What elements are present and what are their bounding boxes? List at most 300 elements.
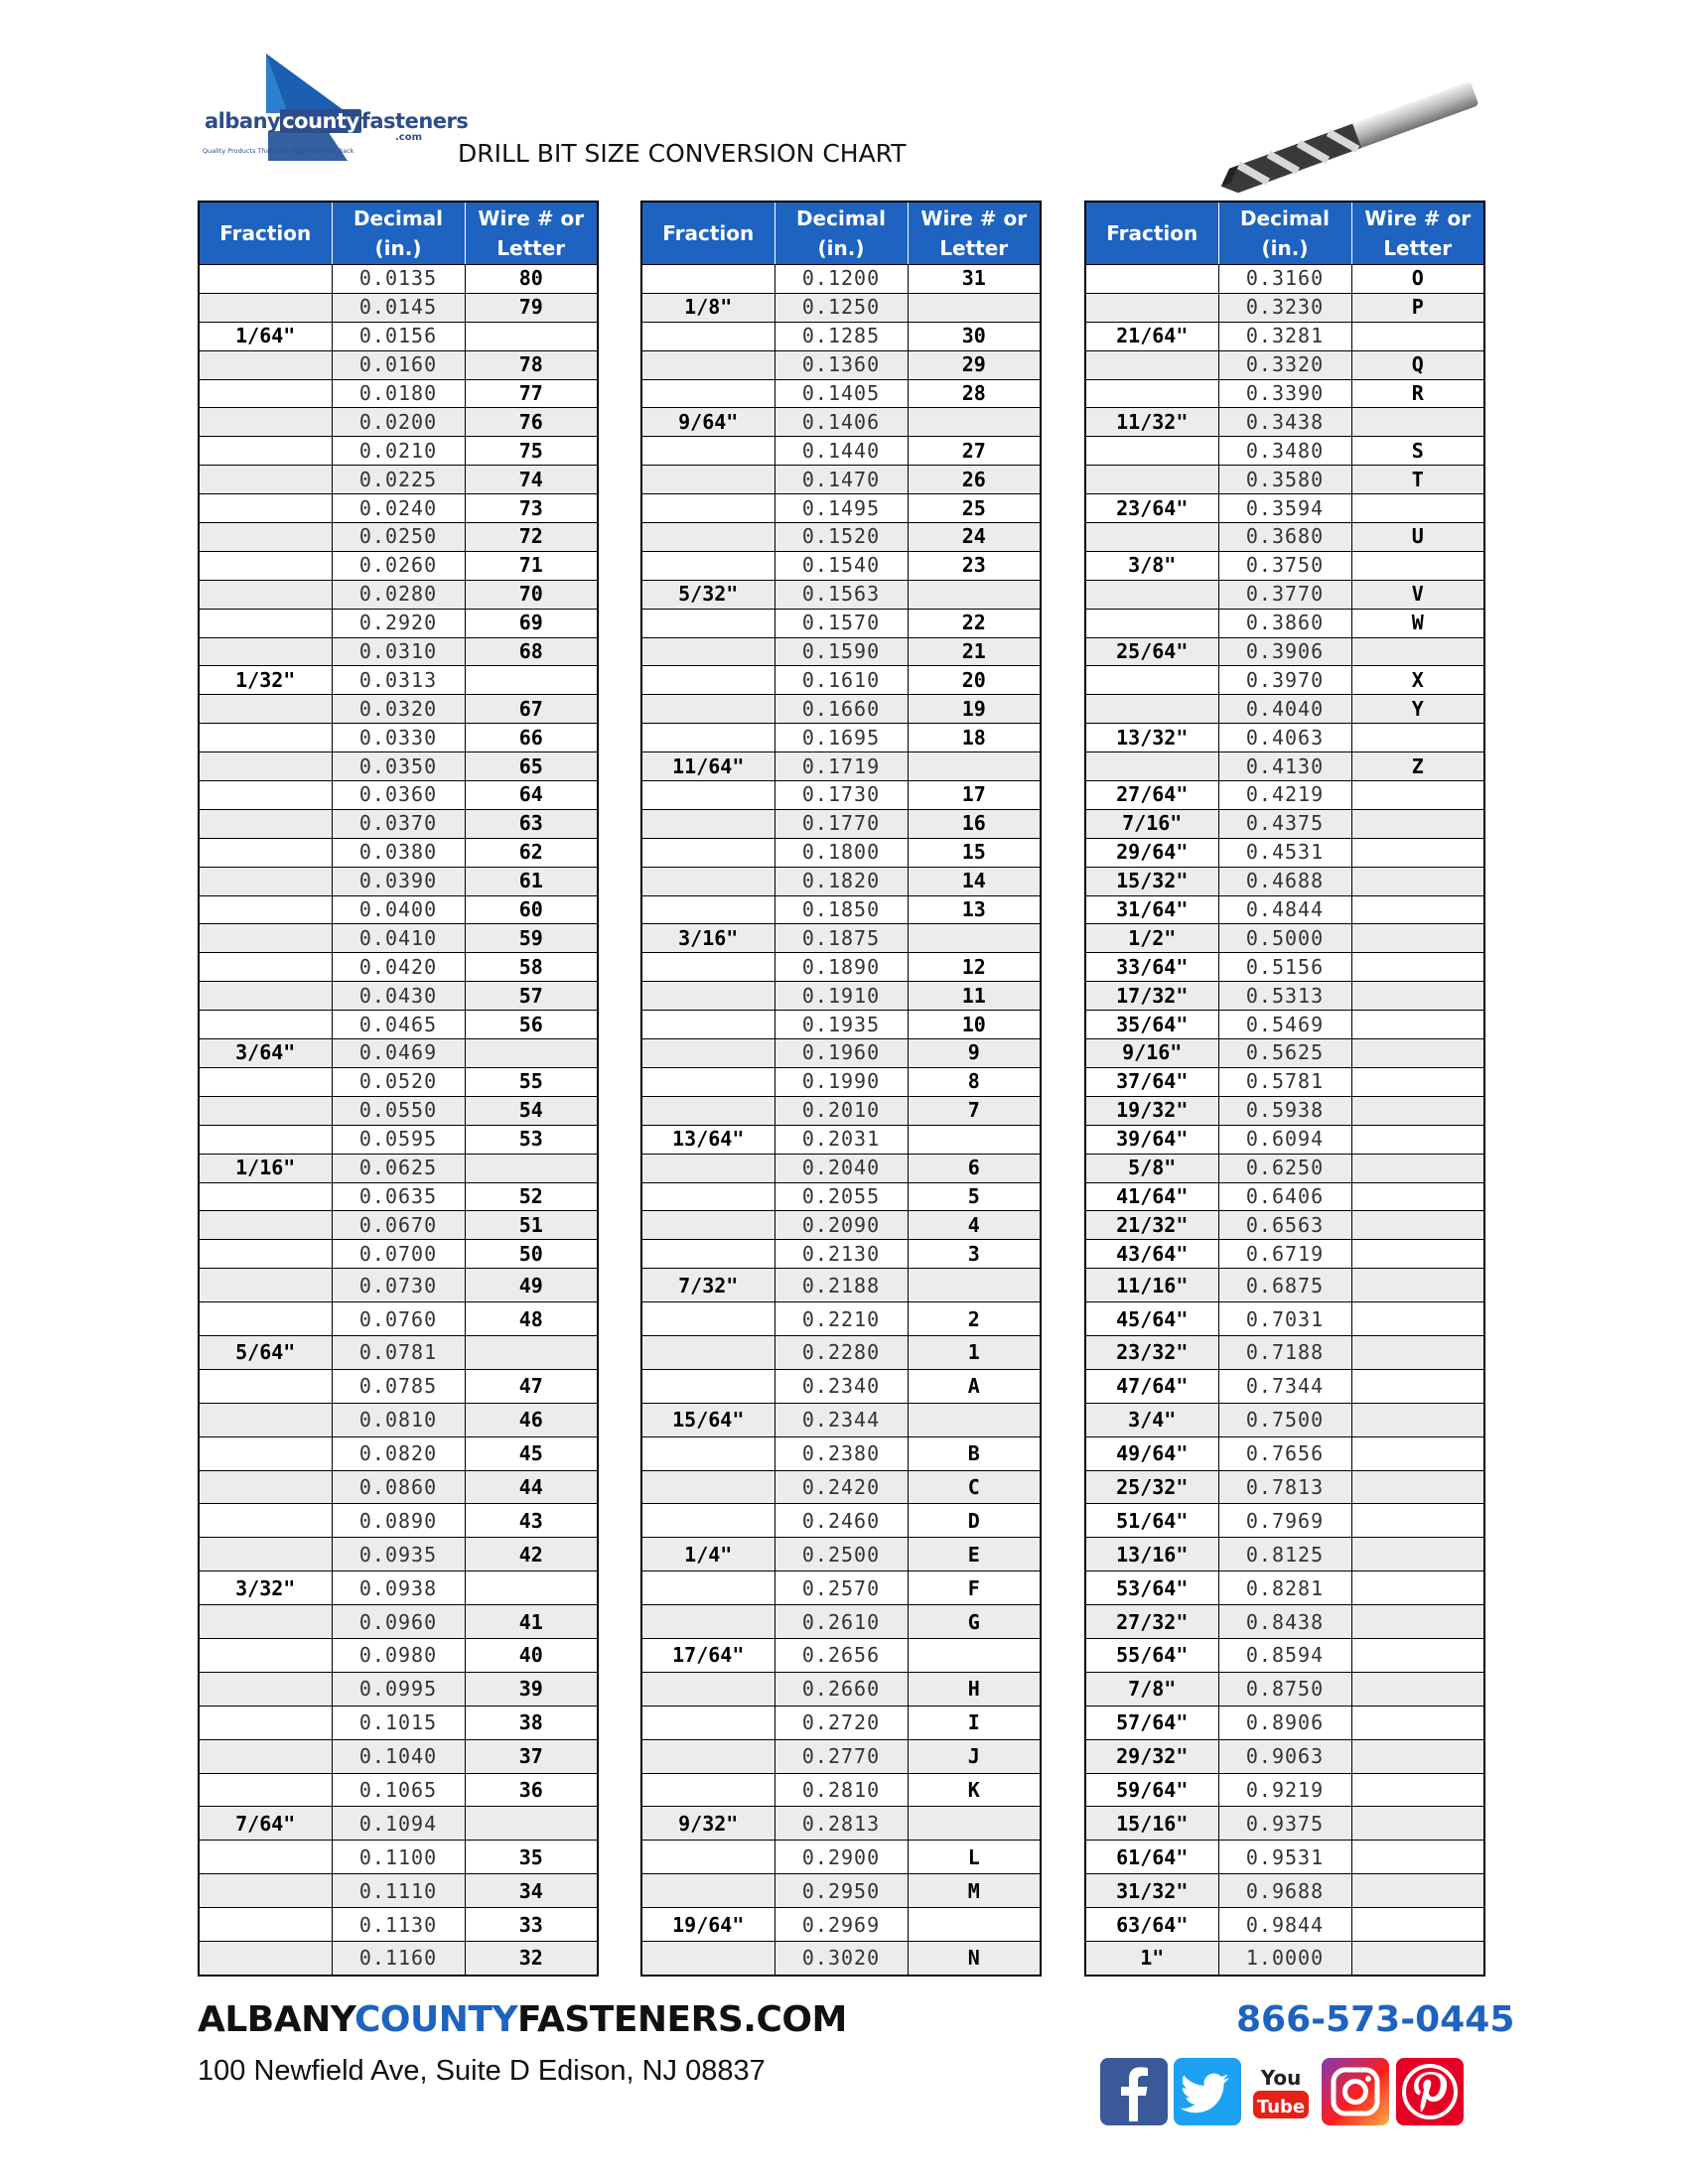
decimal-cell: 0.4531 [1218, 838, 1351, 867]
fraction-cell [199, 1605, 332, 1639]
table-row [641, 1538, 1041, 1571]
wire-cell: 37 [465, 1739, 598, 1773]
wire-cell: 76 [465, 408, 598, 437]
wire-cell [1351, 1605, 1484, 1639]
wire-cell [1351, 1302, 1484, 1336]
fraction-cell: 7/8" [1085, 1672, 1218, 1706]
wire-cell: 11 [908, 982, 1041, 1011]
header-wire: Wire # or Letter [908, 202, 1041, 265]
wire-cell: 40 [465, 1638, 598, 1672]
table-row [641, 1638, 1041, 1672]
table-row [1085, 1240, 1484, 1269]
fraction-cell: 23/64" [1085, 494, 1218, 523]
table-row [199, 1096, 598, 1125]
decimal-cell: 0.0420 [332, 953, 465, 982]
decimal-cell: 0.1250 [774, 293, 908, 322]
wire-cell: J [908, 1739, 1041, 1773]
decimal-cell: 0.9531 [1218, 1841, 1351, 1874]
wire-cell: 63 [465, 809, 598, 838]
fraction-cell [641, 1739, 774, 1773]
decimal-cell: 0.1405 [774, 379, 908, 408]
table-row [1085, 494, 1484, 523]
fraction-cell: 45/64" [1085, 1302, 1218, 1336]
table-row [199, 265, 598, 294]
table-row [641, 1125, 1041, 1154]
table-row [199, 1908, 598, 1942]
decimal-cell: 0.2610 [774, 1605, 908, 1639]
wire-cell [908, 1908, 1041, 1942]
table-row [1085, 1941, 1484, 1975]
wire-cell: 54 [465, 1096, 598, 1125]
decimal-cell: 0.0210 [332, 437, 465, 466]
wire-cell [1351, 924, 1484, 953]
table-row [641, 551, 1041, 580]
pinterest-icon[interactable] [1396, 2058, 1464, 2125]
decimal-cell: 0.7031 [1218, 1302, 1351, 1336]
wire-cell: 75 [465, 437, 598, 466]
table-row [641, 1154, 1041, 1182]
decimal-cell: 0.1770 [774, 809, 908, 838]
wire-cell [1351, 1125, 1484, 1154]
fraction-cell: 47/64" [1085, 1369, 1218, 1403]
wire-cell [1351, 1403, 1484, 1436]
decimal-cell: 0.9688 [1218, 1874, 1351, 1908]
fraction-cell: 17/32" [1085, 982, 1218, 1011]
wire-cell: 50 [465, 1240, 598, 1269]
table-row [199, 551, 598, 580]
decimal-cell: 0.1820 [774, 867, 908, 895]
decimal-cell: 0.7656 [1218, 1436, 1351, 1470]
table-row [1085, 1605, 1484, 1639]
fraction-cell: 11/32" [1085, 408, 1218, 437]
decimal-cell: 0.4130 [1218, 752, 1351, 781]
fraction-cell [199, 551, 332, 580]
wire-cell: 62 [465, 838, 598, 867]
decimal-cell: 0.1563 [774, 580, 908, 609]
decimal-cell: 0.3320 [1218, 350, 1351, 379]
table-row [1085, 1211, 1484, 1240]
footer-address: 100 Newfield Ave, Suite D Edison, NJ 08837 [198, 2055, 766, 2087]
table-row [641, 1182, 1041, 1211]
table-row [1085, 1369, 1484, 1403]
wire-cell [1351, 1706, 1484, 1739]
fraction-cell [641, 1240, 774, 1269]
decimal-cell: 0.9375 [1218, 1807, 1351, 1841]
wire-cell: U [1351, 523, 1484, 552]
fraction-cell: 3/16" [641, 924, 774, 953]
decimal-cell: 0.1875 [774, 924, 908, 953]
table-row [1085, 523, 1484, 552]
header-wire: Wire # or Letter [465, 202, 598, 265]
fraction-cell: 5/8" [1085, 1154, 1218, 1182]
decimal-cell: 0.0240 [332, 494, 465, 523]
header-row [1085, 202, 1484, 265]
wire-cell [1351, 637, 1484, 666]
decimal-cell: 0.5938 [1218, 1096, 1351, 1125]
decimal-cell: 0.3860 [1218, 609, 1351, 637]
fraction-cell [1085, 523, 1218, 552]
decimal-cell: 0.3281 [1218, 322, 1351, 350]
decimal-cell: 0.3480 [1218, 437, 1351, 466]
decimal-cell: 0.1590 [774, 637, 908, 666]
table-row [641, 1067, 1041, 1096]
table-row [199, 1067, 598, 1096]
fraction-cell [641, 1335, 774, 1369]
fraction-cell [641, 551, 774, 580]
fraction-cell [199, 752, 332, 781]
table-row [1085, 1773, 1484, 1807]
wire-cell [1351, 1182, 1484, 1211]
wire-cell [1351, 1841, 1484, 1874]
decimal-cell: 0.8750 [1218, 1672, 1351, 1706]
decimal-cell: 0.1660 [774, 695, 908, 724]
fraction-cell [199, 1504, 332, 1538]
table-row [641, 982, 1041, 1011]
wire-cell [1351, 1504, 1484, 1538]
wire-cell: 70 [465, 580, 598, 609]
decimal-cell: 0.6719 [1218, 1240, 1351, 1269]
fraction-cell: 1" [1085, 1941, 1218, 1975]
wire-cell [1351, 895, 1484, 924]
wire-cell: 28 [908, 379, 1041, 408]
wire-cell: M [908, 1874, 1041, 1908]
decimal-cell: 0.8906 [1218, 1706, 1351, 1739]
fraction-cell: 3/4" [1085, 1403, 1218, 1436]
decimal-cell: 0.0320 [332, 695, 465, 724]
wire-cell: 58 [465, 953, 598, 982]
fraction-cell [199, 466, 332, 494]
table-row [1085, 1096, 1484, 1125]
fraction-cell: 17/64" [641, 1638, 774, 1672]
decimal-cell: 0.8438 [1218, 1605, 1351, 1639]
wire-cell: 18 [908, 724, 1041, 752]
wire-cell: K [908, 1773, 1041, 1807]
wire-cell: 12 [908, 953, 1041, 982]
fraction-cell: 11/16" [1085, 1269, 1218, 1302]
wire-cell: S [1351, 437, 1484, 466]
fraction-cell [641, 895, 774, 924]
wire-cell: Y [1351, 695, 1484, 724]
fraction-cell: 51/64" [1085, 1504, 1218, 1538]
wire-cell [1351, 1240, 1484, 1269]
table-row [641, 1739, 1041, 1773]
table-row [199, 1841, 598, 1874]
table-row [1085, 1807, 1484, 1841]
table-row [1085, 1302, 1484, 1336]
wire-cell [908, 293, 1041, 322]
fraction-cell: 31/64" [1085, 895, 1218, 924]
decimal-cell: 0.2380 [774, 1436, 908, 1470]
decimal-cell: 0.1695 [774, 724, 908, 752]
decimal-cell: 0.7969 [1218, 1504, 1351, 1538]
table-row [641, 494, 1041, 523]
wire-cell: 30 [908, 322, 1041, 350]
wire-cell: 16 [908, 809, 1041, 838]
wire-cell: 19 [908, 695, 1041, 724]
fraction-cell [641, 867, 774, 895]
decimal-cell: 0.2130 [774, 1240, 908, 1269]
fraction-cell [199, 867, 332, 895]
table-row [641, 1571, 1041, 1605]
table-row [199, 1638, 598, 1672]
fraction-cell [641, 1706, 774, 1739]
decimal-cell: 0.0390 [332, 867, 465, 895]
table-row [641, 1240, 1041, 1269]
decimal-cell: 0.1110 [332, 1874, 465, 1908]
footer-brand [198, 1999, 847, 2040]
wire-cell: B [908, 1436, 1041, 1470]
wire-cell: 22 [908, 609, 1041, 637]
decimal-cell: 0.6875 [1218, 1269, 1351, 1302]
fraction-cell [641, 1672, 774, 1706]
decimal-cell: 0.1406 [774, 408, 908, 437]
table-row [1085, 1403, 1484, 1436]
table-row [1085, 695, 1484, 724]
table-row [1085, 1335, 1484, 1369]
decimal-cell: 0.2031 [774, 1125, 908, 1154]
fraction-cell [1085, 265, 1218, 294]
wire-cell: 52 [465, 1182, 598, 1211]
table-row [199, 609, 598, 637]
fraction-cell: 57/64" [1085, 1706, 1218, 1739]
decimal-cell: 0.1520 [774, 523, 908, 552]
table-row [1085, 809, 1484, 838]
decimal-cell: 0.0550 [332, 1096, 465, 1125]
table-row [641, 1504, 1041, 1538]
wire-cell: Q [1351, 350, 1484, 379]
table-row [1085, 1154, 1484, 1182]
decimal-cell: 0.2010 [774, 1096, 908, 1125]
table-row [199, 724, 598, 752]
table-row [1085, 350, 1484, 379]
fraction-cell: 7/32" [641, 1269, 774, 1302]
twitter-icon[interactable] [1174, 2058, 1241, 2125]
wire-cell: 32 [465, 1941, 598, 1975]
wire-cell [1351, 1269, 1484, 1302]
fraction-cell [641, 1941, 774, 1975]
table-row [641, 1706, 1041, 1739]
fraction-cell [199, 809, 332, 838]
table-row [641, 781, 1041, 810]
wire-cell [1351, 1211, 1484, 1240]
wire-cell: 1 [908, 1335, 1041, 1369]
fraction-cell [641, 1011, 774, 1039]
wire-cell: T [1351, 466, 1484, 494]
wire-cell [1351, 1538, 1484, 1571]
fraction-cell [199, 1941, 332, 1975]
fraction-cell [1085, 293, 1218, 322]
table-row [641, 1269, 1041, 1302]
table-row [199, 1302, 598, 1336]
decimal-cell: 0.2280 [774, 1335, 908, 1369]
table-row [1085, 724, 1484, 752]
fraction-cell [199, 1369, 332, 1403]
decimal-cell: 0.1094 [332, 1807, 465, 1841]
decimal-cell: 0.4063 [1218, 724, 1351, 752]
decimal-cell: 0.0730 [332, 1269, 465, 1302]
decimal-cell: 0.4040 [1218, 695, 1351, 724]
fraction-cell: 15/64" [641, 1403, 774, 1436]
decimal-cell: 0.5781 [1218, 1067, 1351, 1096]
decimal-cell: 0.0370 [332, 809, 465, 838]
table-row [641, 666, 1041, 695]
fraction-cell: 35/64" [1085, 1011, 1218, 1039]
wire-cell: 77 [465, 379, 598, 408]
wire-cell: 9 [908, 1039, 1041, 1068]
fraction-cell [1085, 580, 1218, 609]
decimal-cell: 0.2720 [774, 1706, 908, 1739]
wire-cell: 35 [465, 1841, 598, 1874]
decimal-cell: 0.2420 [774, 1470, 908, 1504]
wire-cell: 74 [465, 466, 598, 494]
decimal-cell: 0.3438 [1218, 408, 1351, 437]
wire-cell: 80 [465, 265, 598, 294]
decimal-cell: 0.0135 [332, 265, 465, 294]
table-row [641, 1470, 1041, 1504]
fraction-cell [641, 1154, 774, 1182]
table-row [199, 637, 598, 666]
fraction-cell [199, 408, 332, 437]
wire-cell: X [1351, 666, 1484, 695]
table-row [641, 350, 1041, 379]
decimal-cell: 0.1065 [332, 1773, 465, 1807]
wire-cell: 4 [908, 1211, 1041, 1240]
table-row [641, 437, 1041, 466]
wire-cell [908, 1125, 1041, 1154]
table-row [641, 1369, 1041, 1403]
wire-cell: 78 [465, 350, 598, 379]
decimal-cell: 0.9844 [1218, 1908, 1351, 1942]
fraction-cell: 1/16" [199, 1154, 332, 1182]
table-row [641, 1941, 1041, 1975]
fraction-cell: 1/4" [641, 1538, 774, 1571]
table-row [641, 1841, 1041, 1874]
decimal-cell: 0.1719 [774, 752, 908, 781]
wire-cell: 71 [465, 551, 598, 580]
fraction-cell: 21/64" [1085, 322, 1218, 350]
fraction-cell [199, 494, 332, 523]
wire-cell [908, 752, 1041, 781]
fraction-cell [199, 523, 332, 552]
table-row [641, 1011, 1041, 1039]
table-row [199, 1941, 598, 1975]
table-row [199, 895, 598, 924]
table-row [641, 1807, 1041, 1841]
wire-cell: 57 [465, 982, 598, 1011]
wire-cell: R [1351, 379, 1484, 408]
wire-cell: 67 [465, 695, 598, 724]
youtube-icon[interactable] [1247, 2058, 1315, 2125]
fraction-cell: 15/32" [1085, 867, 1218, 895]
facebook-icon[interactable] [1100, 2058, 1168, 2125]
table-row [1085, 1125, 1484, 1154]
wire-cell: 46 [465, 1403, 598, 1436]
decimal-cell: 0.7188 [1218, 1335, 1351, 1369]
decimal-cell: 0.1040 [332, 1739, 465, 1773]
fraction-cell: 1/32" [199, 666, 332, 695]
decimal-cell: 0.2900 [774, 1841, 908, 1874]
decimal-cell: 0.0980 [332, 1638, 465, 1672]
instagram-icon[interactable] [1322, 2058, 1389, 2125]
wire-cell: 53 [465, 1125, 598, 1154]
table-row [1085, 379, 1484, 408]
decimal-cell: 0.1890 [774, 953, 908, 982]
decimal-cell: 1.0000 [1218, 1941, 1351, 1975]
table-row [1085, 838, 1484, 867]
wire-cell [1351, 1369, 1484, 1403]
decimal-cell: 0.1935 [774, 1011, 908, 1039]
decimal-cell: 0.3906 [1218, 637, 1351, 666]
decimal-cell: 0.1910 [774, 982, 908, 1011]
table-row [199, 867, 598, 895]
brand-part-3: FASTENERS.COM [517, 1999, 847, 2040]
wire-cell: 24 [908, 523, 1041, 552]
header-row [199, 202, 598, 265]
footer-phone: 866-573-0445 [1236, 1999, 1515, 2040]
fraction-cell: 53/64" [1085, 1571, 1218, 1605]
fraction-cell [199, 695, 332, 724]
fraction-cell [199, 1470, 332, 1504]
fraction-cell: 37/64" [1085, 1067, 1218, 1096]
fraction-cell [1085, 752, 1218, 781]
fraction-cell [641, 781, 774, 810]
wire-cell: A [908, 1369, 1041, 1403]
wire-cell [1351, 494, 1484, 523]
decimal-cell: 0.0400 [332, 895, 465, 924]
table-row [199, 1571, 598, 1605]
fraction-cell [641, 809, 774, 838]
decimal-cell: 0.3750 [1218, 551, 1351, 580]
fraction-cell: 9/32" [641, 1807, 774, 1841]
fraction-cell [1085, 379, 1218, 408]
fraction-cell [199, 1739, 332, 1773]
fraction-cell: 19/32" [1085, 1096, 1218, 1125]
table-row [199, 466, 598, 494]
youtube-you-text: You [1260, 2066, 1302, 2090]
decimal-cell: 0.5000 [1218, 924, 1351, 953]
header-decimal: Decimal (in.) [332, 202, 465, 265]
table-row [1085, 1739, 1484, 1773]
table-row [641, 924, 1041, 953]
decimal-cell: 0.2950 [774, 1874, 908, 1908]
fraction-cell [641, 265, 774, 294]
conversion-table-1 [198, 201, 599, 1977]
decimal-cell: 0.0935 [332, 1538, 465, 1571]
wire-cell [1351, 982, 1484, 1011]
table-row [199, 1125, 598, 1154]
fraction-cell [641, 1211, 774, 1240]
wire-cell: 6 [908, 1154, 1041, 1182]
decimal-cell: 0.0145 [332, 293, 465, 322]
fraction-cell [641, 466, 774, 494]
decimal-cell: 0.1610 [774, 666, 908, 695]
header-wire: Wire # or Letter [1351, 202, 1484, 265]
decimal-cell: 0.4688 [1218, 867, 1351, 895]
table-row [199, 953, 598, 982]
fraction-cell: 29/64" [1085, 838, 1218, 867]
header-row [641, 202, 1041, 265]
table-row [199, 1706, 598, 1739]
table-row [199, 437, 598, 466]
fraction-cell [1085, 437, 1218, 466]
wire-cell [908, 408, 1041, 437]
decimal-cell: 0.6250 [1218, 1154, 1351, 1182]
wire-cell [1351, 1773, 1484, 1807]
wire-cell: 56 [465, 1011, 598, 1039]
decimal-cell: 0.4844 [1218, 895, 1351, 924]
fraction-cell [199, 1773, 332, 1807]
table-row [1085, 1011, 1484, 1039]
